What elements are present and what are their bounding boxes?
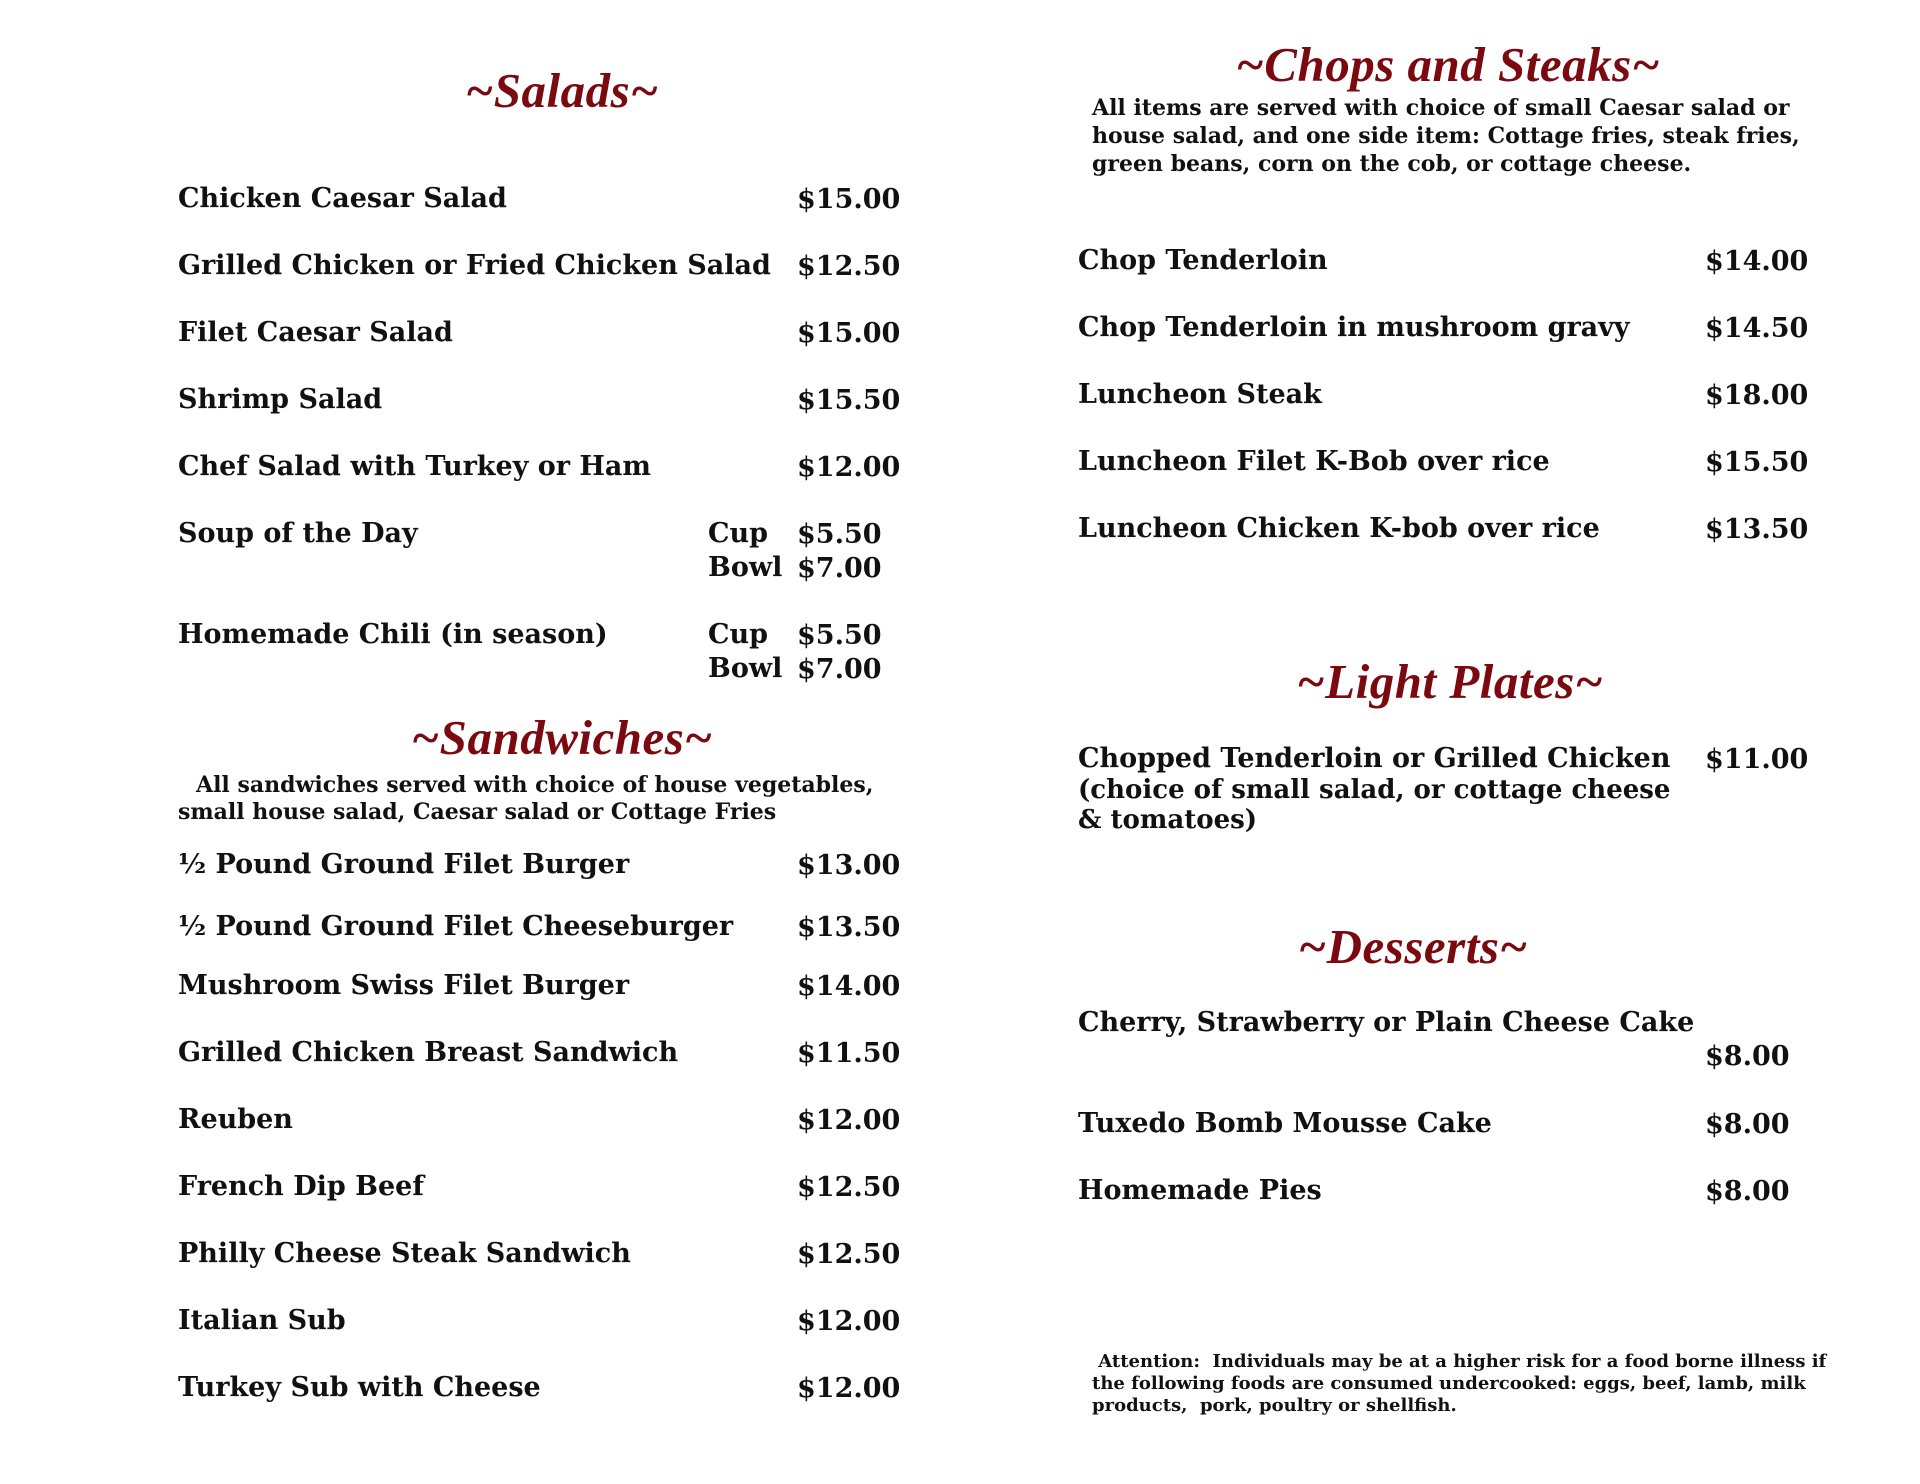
chop-item-name: Luncheon Steak [1078, 379, 1322, 410]
soup-cup-price: $5.50 [797, 519, 882, 550]
sandwich-item-price: $12.00 [797, 1373, 901, 1404]
soup-bowl-label: Bowl [708, 552, 783, 583]
sandwich-item-price: $12.00 [797, 1105, 901, 1136]
chops-description: All items are served with choice of small Caesar salad or [1092, 95, 1790, 121]
attention-notice: Attention: Individuals may be at a higher risk for a food borne illness if [1092, 1351, 1827, 1372]
soup-bowl-price: $7.00 [797, 553, 882, 584]
sandwich-item-price: $12.50 [797, 1239, 901, 1270]
dessert-item-name: Homemade Pies [1078, 1175, 1322, 1206]
sandwiches-description: All sandwiches served with choice of house vegetables, [196, 772, 874, 798]
dessert-item-name: Tuxedo Bomb Mousse Cake [1078, 1108, 1492, 1139]
dessert-item-price: $8.00 [1705, 1109, 1790, 1140]
sandwich-item-price: $12.00 [797, 1306, 901, 1337]
salad-item-name: Grilled Chicken or Fried Chicken Salad [178, 250, 771, 281]
light-plate-note: & tomatoes) [1078, 805, 1258, 835]
salad-item-price: $12.00 [797, 452, 901, 483]
chop-item-price: $14.50 [1705, 313, 1809, 344]
light-plate-name: Chopped Tenderloin or Grilled Chicken [1078, 743, 1671, 774]
salad-item-name: Filet Caesar Salad [178, 317, 453, 348]
soup-name: Soup of the Day [178, 518, 418, 549]
salad-item-price: $12.50 [797, 251, 901, 282]
chili-cup-price: $5.50 [797, 620, 882, 651]
chop-item-price: $14.00 [1705, 246, 1809, 277]
salad-item-price: $15.50 [797, 385, 901, 416]
dessert-item-price: $8.00 [1705, 1176, 1790, 1207]
salad-item-price: $15.00 [797, 184, 901, 215]
salad-item-name: Chef Salad with Turkey or Ham [178, 451, 651, 482]
chop-item-name: Chop Tenderloin [1078, 245, 1328, 276]
chop-item-price: $18.00 [1705, 380, 1809, 411]
sandwich-item-name: Grilled Chicken Breast Sandwich [178, 1037, 679, 1068]
sandwiches-heading: ~Sandwiches~ [411, 710, 713, 765]
sandwich-item-price: $14.00 [797, 971, 901, 1002]
chops-description: house salad, and one side item: Cottage fries, steak fries, [1092, 123, 1800, 149]
attention-notice: products, pork, poultry or shellfish. [1092, 1395, 1457, 1416]
light-plates-heading: ~Light Plates~ [1296, 654, 1604, 709]
chili-name: Homemade Chili (in season) [178, 619, 608, 650]
sandwich-item-name: Mushroom Swiss Filet Burger [178, 970, 630, 1001]
chili-cup-label: Cup [708, 619, 768, 650]
salad-item-name: Shrimp Salad [178, 384, 383, 415]
light-plate-note: (choice of small salad, or cottage cheese [1078, 775, 1671, 805]
desserts-heading: ~Desserts~ [1298, 919, 1528, 974]
chop-item-price: $13.50 [1705, 514, 1809, 545]
chop-item-name: Luncheon Chicken K-bob over rice [1078, 513, 1600, 544]
sandwich-item-name: ½ Pound Ground Filet Cheeseburger [178, 911, 734, 942]
chop-item-name: Chop Tenderloin in mushroom gravy [1078, 312, 1630, 343]
sandwich-item-name: French Dip Beef [178, 1171, 424, 1202]
salad-item-name: Chicken Caesar Salad [178, 183, 507, 214]
chili-bowl-label: Bowl [708, 653, 783, 684]
sandwich-item-name: Turkey Sub with Cheese [178, 1372, 541, 1403]
attention-notice: the following foods are consumed undercooked: eggs, beef, lamb, milk [1092, 1373, 1806, 1394]
sandwich-item-price: $12.50 [797, 1172, 901, 1203]
sandwiches-description: small house salad, Caesar salad or Cottage Fries [178, 799, 777, 825]
chops-heading: ~Chops and Steaks~ [1235, 37, 1661, 92]
sandwich-item-name: Reuben [178, 1104, 293, 1135]
sandwich-item-name: Philly Cheese Steak Sandwich [178, 1238, 631, 1269]
sandwich-item-name: Italian Sub [178, 1305, 346, 1336]
soup-cup-label: Cup [708, 518, 768, 549]
chop-item-name: Luncheon Filet K-Bob over rice [1078, 446, 1550, 477]
salad-item-price: $15.00 [797, 318, 901, 349]
sandwich-item-price: $13.50 [797, 912, 901, 943]
sandwich-item-name: ½ Pound Ground Filet Burger [178, 849, 630, 880]
chops-description: green beans, corn on the cob, or cottage cheese. [1092, 151, 1692, 177]
dessert-item-price: $8.00 [1705, 1041, 1790, 1072]
dessert-item-name: Cherry, Strawberry or Plain Cheese Cake [1078, 1007, 1695, 1038]
chili-bowl-price: $7.00 [797, 654, 882, 685]
sandwich-item-price: $11.50 [797, 1038, 901, 1069]
sandwich-item-price: $13.00 [797, 850, 901, 881]
chop-item-price: $15.50 [1705, 447, 1809, 478]
salads-heading: ~Salads~ [465, 63, 659, 118]
light-plate-price: $11.00 [1705, 744, 1809, 775]
